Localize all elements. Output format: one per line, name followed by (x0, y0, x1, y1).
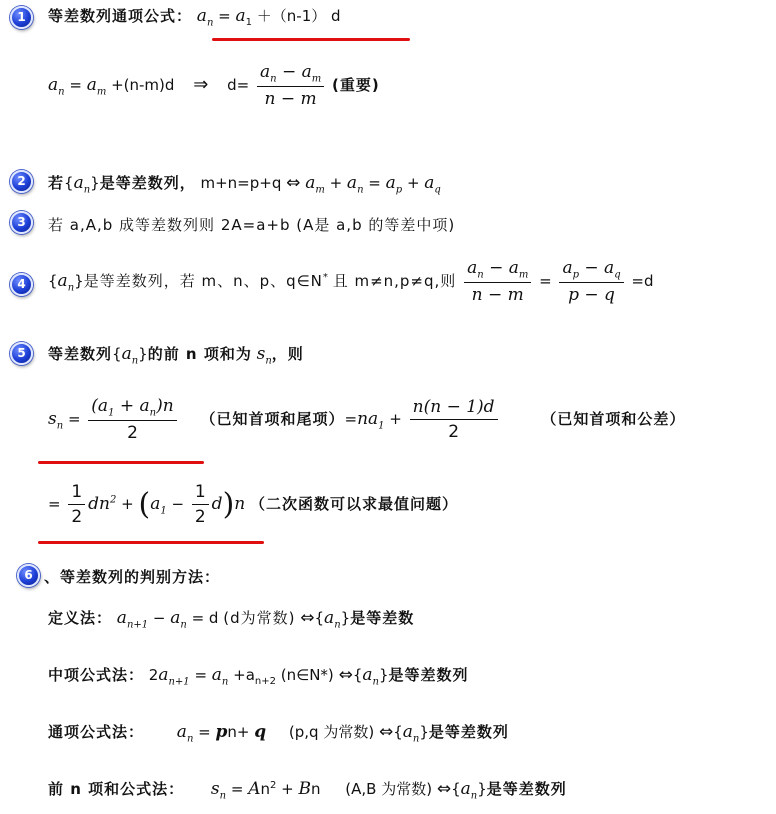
s4-text2: 且 m≠n,p≠q,则 (332, 272, 457, 291)
s6-sum-method: 前 n 项和公式法： $s_n = An^2 + Bn$ (A,B 为常数) $\Leftrightarrow\{a_n\}$是等差数列 (48, 779, 567, 802)
s5-note3: （二次函数可以求最值问题） (250, 495, 459, 513)
s6-def-cond: (d为常数) (223, 609, 296, 627)
s2-text: 是等差数列， (99, 174, 196, 192)
s3-middle-term: 若 a,A,b 成等差数列则 2A=a+b (A是 a,b 的等差中项) (48, 216, 456, 234)
s5-fraction-b: $\frac{n(n - 1)d}{2}$ (410, 397, 498, 442)
badge-4: 4 (10, 273, 33, 296)
s2-condition: m+n=p+q (200, 174, 282, 192)
s1-important-note: (重要) (332, 76, 380, 95)
s5-note2: （已知首项和公差） (541, 410, 686, 429)
s5-underline-2 (38, 541, 264, 544)
s1-title: 等差数列通项公式： (48, 7, 193, 25)
s1-general-formula: 等差数列通项公式： $a_n = a_1 +(n-1)$ d (48, 6, 341, 29)
badge-2: 2 (10, 170, 33, 193)
s6-mid-label: 中项公式法： (48, 666, 145, 684)
s1-formula: $a_n$ (196, 6, 214, 29)
s6-mid-cond: (n∈N*) (280, 666, 334, 684)
badge-5: 5 (10, 342, 33, 365)
s1-formula-rest: ＋（n-1） d (256, 7, 341, 25)
s6-sum-result: 是等差数列 (486, 780, 567, 798)
badge-6: 6 (17, 564, 40, 587)
badge-3: 3 (10, 211, 33, 234)
s1-underline (212, 38, 410, 41)
s6-sum-label: 前 n 项和公式法： (48, 780, 185, 798)
s5-note1: （已知首项和尾项） (200, 410, 345, 429)
s6-def-result: 是等差数 (350, 609, 415, 627)
s4-text1: 是等差数列，若 m、n、p、q∈N (83, 272, 323, 291)
s5-text1: 等差数列 (48, 345, 113, 363)
s6-gen-cond: (p,q 为常数) (288, 723, 375, 741)
s6-def-label: 定义法： (48, 609, 113, 627)
s5-intro: 等差数列$\{a_n\}$的前 n 项和为 $s_n$，则 (48, 344, 304, 367)
s5-fraction-a: $\frac{(a_1 + a_n)n}{2}$ (88, 396, 176, 443)
s2-prefix: 若 (48, 174, 65, 192)
s6-general-method: 通项公式法： $a_n = pn+ q$ (p,q 为常数) $\Leftrightarrow\{a_n\}$是等差数列 (48, 722, 509, 745)
s6-gen-result: 是等差数列 (428, 723, 509, 741)
s5-sum-formula-1: $s_n$ = $\frac{(a_1 + a_n)n}{2}$ （已知首项和尾项）$=na_1$ + $\frac{n(n - 1)d}{2}$ （已知首项和公差） (48, 396, 686, 444)
s1-mn-formula: $a_n = a_m +(n-m)d$ ⇒ d= $\frac{a_n - a_m}{n - m}$ (重要) (48, 62, 380, 110)
s6-mid-result: 是等差数列 (388, 666, 469, 684)
s5-sum-formula-2: = $\frac{1}{2}$ $dn^2 + (a_1$ − $\frac{1}{2}$ d)n （二次函数可以求最值问题） (48, 482, 459, 527)
s6-definition-method: 定义法： $a_{n+1} - a_n = d$ (d为常数) $\Leftrightarrow\{a_n\}$是等差数 (48, 608, 415, 631)
s4-fraction-right: $\frac{a_p - a_q}{p - q}$ (559, 258, 623, 305)
s5-text3: ，则 (271, 345, 304, 363)
s1-d-fraction: $\frac{a_n - a_m}{n - m}$ (257, 62, 324, 109)
s2-property: 若$\{a_n\}$是等差数列， m+n=p+q ⇔ $a_m + a_n = a_p + a_q$ (48, 173, 441, 196)
s6-gen-label: 通项公式法： (48, 723, 145, 741)
badge-1: 1 (10, 6, 33, 29)
s5-text2: 的前 n 项和为 (147, 345, 252, 363)
s4-fraction-left: $\frac{a_n - a_m}{n - m}$ (464, 258, 531, 305)
s4-tail: =d (631, 272, 654, 291)
s5-underline-1 (38, 461, 204, 464)
s6-sum-cond: (A,B 为常数) (345, 780, 433, 798)
s4-property: $\{a_n\}$是等差数列，若 m、n、p、q∈N* 且 m≠n,p≠q,则 $\frac{a_n - a_m}{n - m}$ = $\frac{a_p - a_q}{p - q}$ =d (48, 258, 654, 306)
s6-middle-method: 中项公式法： $2a_{n+1} = a_n +a_{n+2}$ (n∈N*) $\Leftrightarrow\{a_n\}$是等差数列 (48, 665, 469, 688)
s6-title: 、等差数列的判别方法： (44, 568, 221, 586)
